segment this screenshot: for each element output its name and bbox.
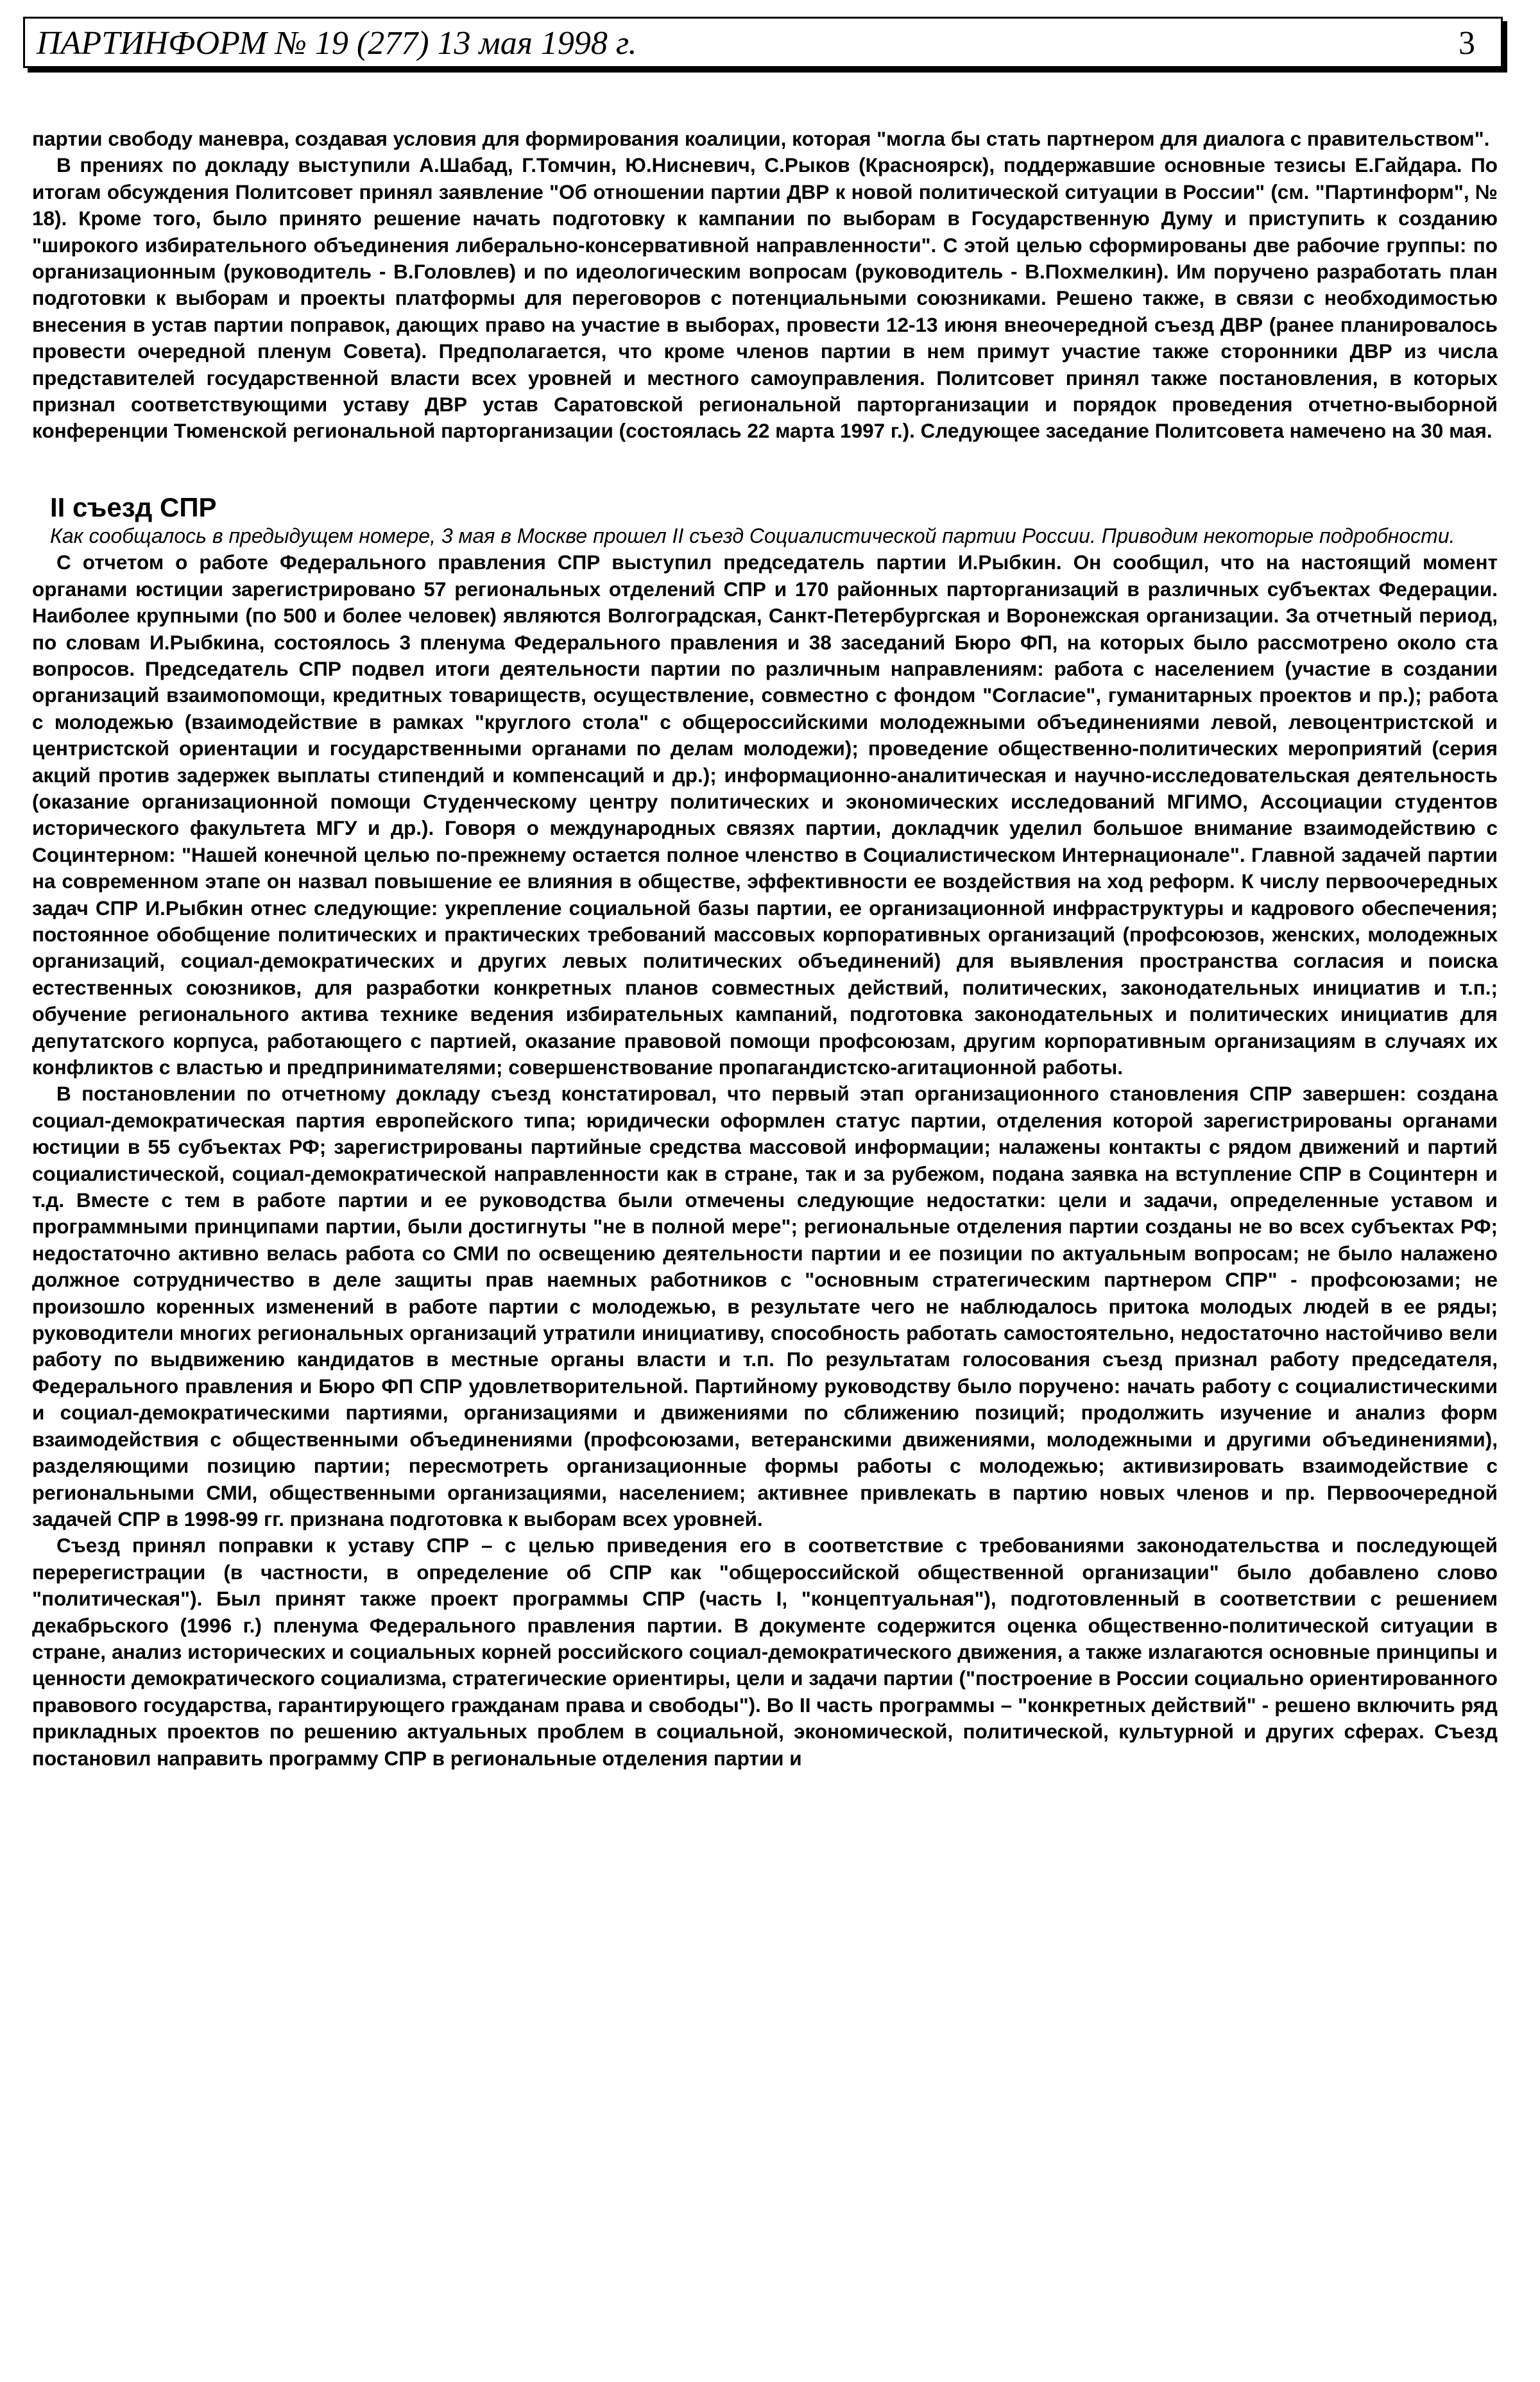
article-paragraph: Съезд принял поправки к уставу СПР – с целью приведения его в соответствие с требованиями законодательства и последующей перерегистрации (в частности, в определение об СПР как "общероссийской общественной организации" было добавлено слово "политическая"). Был принят также проект программы СПР (часть I, "концептуальная"), подготовленный в соответствии с решением декабрьского (1996 г.) пленума Федерального правления партии. В документе содержится оценка общественно-политической ситуации в стране, анализ исторических и социальных корней российского социал-демократического движения, а также излагаются основные принципы и ценности демократического социализма, стратегические ориентиры, цели и задачи партии ("построение в России социально ориентированного правового государства, гарантирующего гражданам права и свободы"). Во II часть программы – "конкретных действий" - решено включить ряд прикладных проектов по решению актуальных проблем в социальной, экономической, политической, культурной и других сферах. Съезд постановил направить программу СПР в региональные отделения партии и bbox=[32, 1534, 1498, 1770]
page-number: 3 bbox=[1459, 25, 1475, 62]
article-paragraph: В постановлении по отчетному докладу съезд констатировал, что первый этап организационного становления СПР завершен: создана социал-демократическая партия европейского типа; юридически оформлен статус партии, отделения которой зарегистрированы органами юстиции в 55 субъектах РФ; зарегистрированы партийные средства массовой информации; налажены контакты с рядом движений и партий социалистической, социал-демократической направленности как в стране, так и за рубежом, подана заявка на вступление СПР в Социнтерн и т.д. Вместе с тем в работе партии и ее руководства были отмечены следующие недостатки: цели и задачи, определенные уставом и программными принципами партии, были достигнуты "не в полной мере"; региональные отделения партии созданы не во всех субъектах РФ; недостаточно активно велась работа со СМИ по освещению деятельности партии и ее позиции по актуальным вопросам; не было налажено должное сотрудничество в деле защиты прав наемных работников с "основным стратегическим партнером СПР" - профсоюзами; не произошло коренных изменений в работе партии с молодежью, в результате чего не наблюдалось притока молодых людей в ее ряды; руководители многих региональных организаций утратили инициативу, способность работать самостоятельно, недостаточно настойчиво вели работу по выдвижению кандидатов в местные органы власти и т.п. По результатам голосования съезд признал работу председателя, Федерального правления и Бюро ФП СПР удовлетворительной. Партийному руководству было поручено: начать работу с социалистическими и социал-демократическими партиями, организациями и движениями по сближению позиций; продолжить изучение и анализ форм взаимодействия с общественными объединениями (профсоюзами, ветеранскими движениями, молодежными и другими объединениями), разделяющими позицию партии; пересмотреть организационные формы работы с молодежью; активизировать взаимодействие с региональными СМИ, общественными организациями, населением; активнее привлекать в партию новых членов и пр. Первоочередной задачей СПР в 1998-99 гг. признана подготовка к выборам всех уровней. bbox=[32, 1082, 1498, 1530]
page-header bbox=[23, 17, 1503, 68]
article-paragraph: С отчетом о работе Федерального правления СПР выступил председатель партии И.Рыбкин. Он сообщил, что на настоящий момент органами юстиции зарегистрировано 57 региональных отделений СПР и 170 районных парторганизаций в различных субъектах Федерации. Наиболее крупными (по 500 и более человек) являются Волгоградская, Санкт-Петербургская и Воронежская организации. За отчетный период, по словам И.Рыбкина, состоялось 3 пленума Федерального правления и 38 заседаний Бюро ФП, на которых было рассмотрено около ста вопросов. Председатель СПР подвел итоги деятельности партии по различным направлениям: работа с населением (участие в создании организаций взаимопомощи, кредитных товариществ, осуществление, совместно с фондом "Согласие", гуманитарных проектов и пр.); работа с молодежью (взаимодействие в рамках "круглого стола" с общероссийскими молодежными объединениями левой, левоцентристской и центристской ориентации и государственными органами по делам молодежи); проведение общественно-политических мероприятий (серия акций против задержек выплаты стипендий и компенсаций и др.); информационно-аналитическая и научно-исследовательская деятельность (оказание организационной помощи Студенческому центру политических и экономических исследований МГИМО, Ассоциации студентов исторического факультета МГУ и др.). Говоря о международных связях партии, докладчик уделил большое внимание взаимодействию с Социнтерном: "Нашей конечной целью по-прежнему остается полное членство в Социалистическом Интернационале". Главной задачей партии на современном этапе он назвал повышение ее влияния в обществе, эффективности ее воздействия на ход реформ. К числу первоочередных задач СПР И.Рыбкин отнес следующие: укрепление социальной базы партии, ее организационной инфраструктуры и кадрового обеспечения; постоянное обобщение политических и практических требований массовых корпоративных организаций (профсоюзов, женских, молодежных организаций, социал-демократических и других левых политических объединений) для выявления пространства согласия и поиска естественных союзников, для разработки конкретных планов совместных действий, политических, законодательных инициатив и т.п.; обучение регионального актива технике ведения избирательных кампаний, подготовка законодательных и политических инициатив для депутатского корпуса, работающего с партией, оказание правовой помощи профсоюзам, другим корпоративным организациям в случаях их конфликтов с властью и предпринимателями; совершенствование пропагандистско-агитационной работы. bbox=[32, 551, 1498, 1079]
section-heading: II съезд СПР bbox=[50, 492, 217, 522]
article-lead: Как сообщалось в предыдущем номере, 3 мая в Москве прошел II съезд Социалистической партии России. Приводим некоторые подробности. bbox=[50, 524, 1455, 547]
article-paragraph: В прениях по докладу выступили А.Шабад, Г.Томчин, Ю.Нисневич, С.Рыков (Красноярск), поддержавшие основные тезисы Е.Гайдара. По итогам обсуждения Политсовет принял заявление "Об отношении партии ДВР к новой политической ситуации в России" (см. "Партинформ", № 18). Кроме того, было принято решение начать подготовку к кампании по выборам в Государственную Думу и приступить к созданию "широкого избирательного объединения либерально-консервативной направленности". С этой целью сформированы две рабочие группы: по организационным (руководитель - В.Головлев) и по идеологическим вопросам (руководитель - В.Похмелкин). Им поручено разработать план подготовки к выборам и проекты платформы для переговоров с потенциальными союзниками. Решено также, в связи с необходимостью внесения в устав партии поправок, дающих право на участие в выборах, провести 12-13 июня внеочередной съезд ДВР (ранее планировалось провести очередной пленум Совета). Предполагается, что кроме членов партии в нем примут участие также сторонники ДВР из числа представителей государственной власти всех уровней и местного самоуправления. Политсовет принял также постановления, в которых признал соответствующими уставу ДВР устав Саратовской региональной парторганизации и порядок проведения отчетно-выборной конференции Тюменской региональной парторганизации (состоялась 22 марта 1997 г.). Следующее заседание Политсовета намечено на 30 мая. bbox=[32, 153, 1498, 443]
article-paragraph: партии свободу маневра, создавая условия для формирования коалиции, которая "могла бы стать партнером для диалога с правительством". bbox=[32, 127, 1490, 150]
publication-title: ПАРТИНФОРМ № 19 (277) 13 мая 1998 г. bbox=[37, 25, 637, 62]
page-content bbox=[32, 126, 1498, 1772]
